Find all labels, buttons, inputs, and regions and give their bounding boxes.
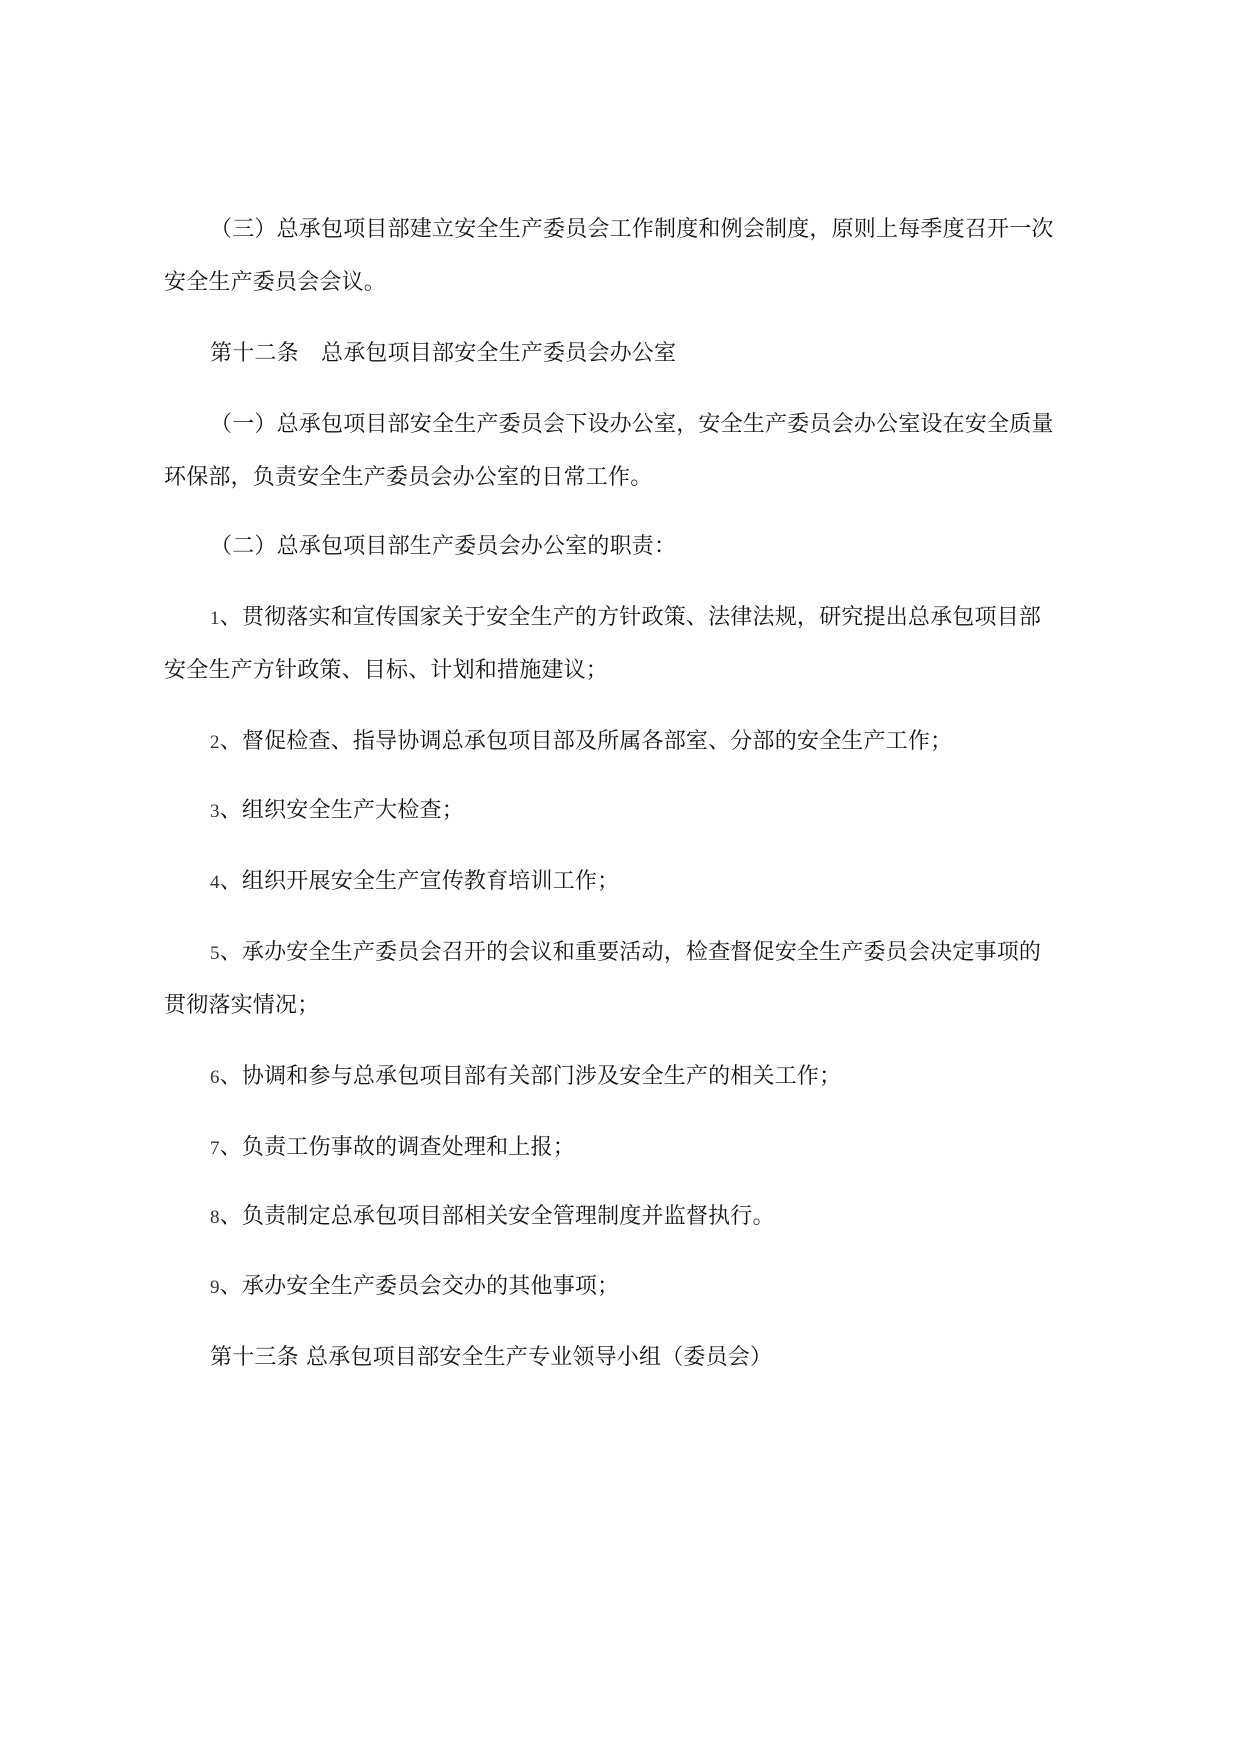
paragraph-text: （三）总承包项目部建立安全生产委员会工作制度和例会制度，原则上每季度召开一次 <box>210 217 1054 242</box>
paragraph-line <box>164 463 1094 493</box>
list-item <box>210 1133 1140 1164</box>
list-item-text: 、协调和参与总承包项目部有关部门涉及安全生产的相关工作； <box>219 1064 842 1089</box>
list-item-number: 5 <box>210 943 220 964</box>
list-item <box>210 867 1140 898</box>
list-item-text: 、负责工伤事故的调查处理和上报； <box>219 1135 575 1160</box>
list-item-text: 、贯彻落实和宣传国家关于安全生产的方针政策、法律法规，研究提出总承包项目部 <box>219 605 1042 630</box>
list-item-number: 2 <box>210 732 220 753</box>
paragraph-text: （一）总承包项目部安全生产委员会下设办公室，安全生产委员会办公室设在安全质量 <box>210 412 1054 437</box>
list-item <box>210 1202 1140 1233</box>
list-item <box>210 1062 1140 1093</box>
paragraph-line <box>210 532 1140 562</box>
list-item-text: 、承办安全生产委员会召开的会议和重要活动，检查督促安全生产委员会决定事项的 <box>219 940 1042 965</box>
list-item <box>210 796 1140 827</box>
list-item <box>210 1272 1140 1303</box>
list-item-number: 4 <box>210 872 220 893</box>
list-item-continuation <box>164 656 1094 686</box>
list-item-number: 6 <box>210 1067 220 1088</box>
list-item-text: 安全生产方针政策、目标、计划和措施建议； <box>164 658 609 683</box>
list-item-continuation <box>164 991 1094 1021</box>
article-heading <box>210 339 1140 369</box>
list-item-text: 、组织开展安全生产宣传教育培训工作； <box>219 869 620 894</box>
list-item-number: 3 <box>210 801 220 822</box>
list-item-text: 、负责制定总承包项目部相关安全管理制度并监督执行。 <box>219 1204 775 1229</box>
paragraph-line <box>210 410 1140 440</box>
list-item <box>210 603 1140 634</box>
list-item-text: 、督促检查、指导协调总承包项目部及所属各部室、分部的安全生产工作； <box>219 729 953 754</box>
article-heading-text: 第十三条 总承包项目部安全生产专业领导小组（委员会） <box>210 1345 773 1370</box>
paragraph-line <box>164 268 1094 298</box>
article-heading <box>210 1343 1140 1373</box>
list-item <box>210 938 1140 969</box>
list-item-text: 贯彻落实情况； <box>164 993 320 1018</box>
article-heading-text: 第十二条 总承包项目部安全生产委员会办公室 <box>210 341 677 366</box>
paragraph-text: 环保部，负责安全生产委员会办公室的日常工作。 <box>164 465 653 490</box>
paragraph-text: （二）总承包项目部生产委员会办公室的职责： <box>210 534 677 559</box>
list-item-text: 、组织安全生产大检查； <box>219 798 464 823</box>
list-item-number: 9 <box>210 1277 220 1298</box>
list-item-number: 8 <box>210 1207 220 1228</box>
paragraph-text: 安全生产委员会会议。 <box>164 270 387 295</box>
list-item-text: 、承办安全生产委员会交办的其他事项； <box>219 1274 620 1299</box>
list-item-number: 1 <box>210 608 220 629</box>
list-item-number: 7 <box>210 1138 220 1159</box>
list-item <box>210 727 1140 758</box>
paragraph-line <box>210 215 1140 245</box>
